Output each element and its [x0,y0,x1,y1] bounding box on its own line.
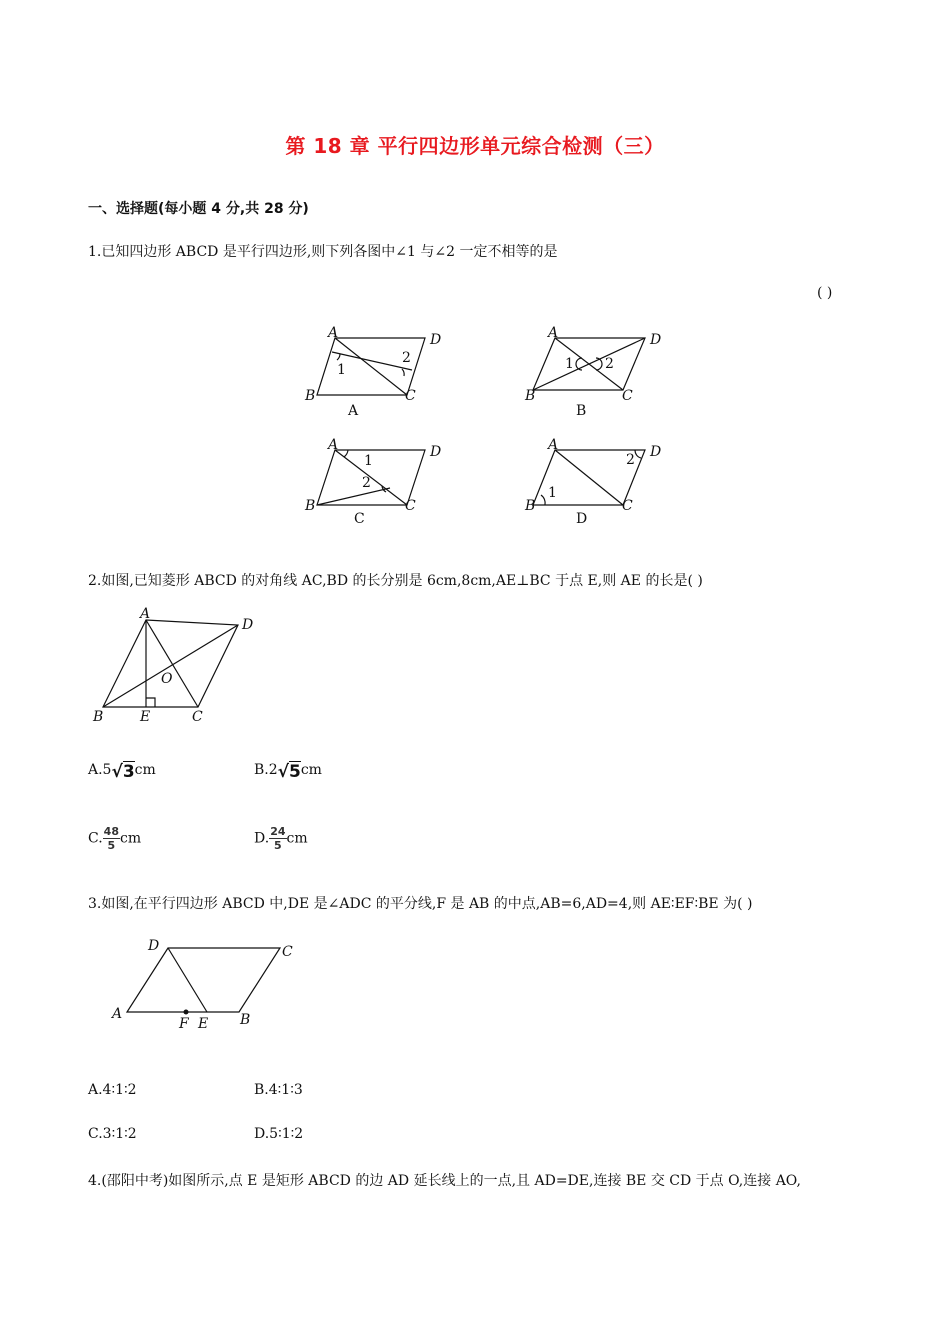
fig-c-point-a: A [328,437,339,453]
question-1-answer-paren: ( ) [817,285,833,301]
fig-b-diagonal-bd [533,338,645,390]
fraction: $\frac{48}{5}$ [103,825,119,852]
fig-a-angle-1: 1 [337,362,346,378]
fig-c-point-b: B [305,498,316,514]
fig-c-angle-1: 1 [364,453,373,469]
q2-point-a: A [140,606,151,622]
fraction: $\frac{24}{5}$ [270,825,286,852]
q2-point-o: O [161,671,173,687]
fig-d-angle-2: 2 [626,452,635,468]
fig-a-point-a: A [328,325,339,341]
fig-a-caption: A [348,403,359,419]
sqrt-symbol: √3 [111,762,135,782]
question-4-text: 4.(邵阳中考)如图所示,点 E 是矩形 ABCD 的边 AD 延长线上的一点,且 AD=DE,连接 BE 交 CD 于点 O,连接 AO, [88,1173,801,1189]
fig-d-point-b: B [525,498,536,514]
fig-a-point-d: D [430,332,442,348]
fig-b-point-b: B [525,388,536,404]
fig-a-point-c: C [405,388,416,404]
question-3-figure [108,932,308,1032]
question-2-figure [88,605,278,730]
fig-d-point-d: D [650,444,662,460]
q3-point-b: B [240,1012,251,1028]
q3-point-d: D [148,938,160,954]
q2-point-c: C [192,709,203,725]
fig-c-caption: C [354,511,365,527]
q2-point-d: D [242,617,254,633]
fig-b-point-a: A [548,325,559,341]
q2-point-e: E [140,709,151,725]
fig-b-point-d: D [650,332,662,348]
question-1-figures [300,320,680,530]
question-3-option-d: D.5∶1∶2 [254,1126,304,1142]
question-1-text: 1.已知四边形 ABCD 是平行四边形,则下列各图中∠1 与∠2 一定不相等的是 [88,244,558,260]
fig-b-caption: B [576,403,587,419]
fig-d-angle-1: 1 [548,485,557,501]
midpoint-f [184,1010,189,1015]
parallelogram [127,948,280,1012]
fig-c-line [317,488,390,505]
fig-a-point-b: B [305,388,316,404]
fig-d-arc-2 [635,450,641,458]
rhombus [103,620,238,707]
fig-a-arc-1 [337,354,340,360]
diagonal-ac [146,620,198,707]
q3-point-c: C [282,944,293,960]
question-3-option-b: B.4∶1∶3 [254,1082,303,1098]
question-2-option-b: B.2√5cm [254,762,322,782]
right-angle-mark [146,698,155,707]
question-3-text: 3.如图,在平行四边形 ABCD 中,DE 是∠ADC 的平分线,F 是 AB 的中点,AB=6,AD=4,则 AE∶EF∶BE 为( ) [88,896,753,912]
q3-point-e: E [198,1016,209,1032]
question-3-option-a: A.4∶1∶2 [88,1082,137,1098]
fig-d-arc-1 [541,495,545,505]
q3-point-a: A [112,1006,123,1022]
fig-c-point-c: C [405,498,416,514]
fig-b-angle-1: 1 [565,356,574,372]
fig-c-point-d: D [430,444,442,460]
question-2-option-c: C. $\frac{48}{5}$ cm [88,825,142,852]
question-3-option-c: C.3∶1∶2 [88,1126,137,1142]
fig-d-point-c: C [622,498,633,514]
question-2-text: 2.如图,已知菱形 ABCD 的对角线 AC,BD 的长分别是 6cm,8cm,AE⊥BC 于点 E,则 AE 的长是( ) [88,573,703,589]
fig-a-arc-2 [402,369,404,376]
section-heading-choice: 一、选择题(每小题 4 分,共 28 分) [88,201,309,217]
sqrt-symbol: √5 [277,762,301,782]
fig-a-angle-2: 2 [402,350,411,366]
question-2-option-a: A.5√3cm [88,762,156,782]
q2-point-b: B [93,709,104,725]
fig-c-angle-2: 2 [362,475,371,491]
question-2-option-d: D. $\frac{24}{5}$ cm [254,825,308,852]
bisector-de [168,948,207,1012]
fig-b-point-c: C [622,388,633,404]
page-title: 第 18 章 平行四边形单元综合检测（三） [285,134,665,158]
fig-d-diagonal [555,450,623,505]
fig-c-arc-1 [344,450,348,457]
fig-b-angle-2: 2 [605,356,614,372]
fig-d-caption: D [576,511,588,527]
q3-point-f: F [179,1016,189,1032]
fig-d-point-a: A [548,437,559,453]
